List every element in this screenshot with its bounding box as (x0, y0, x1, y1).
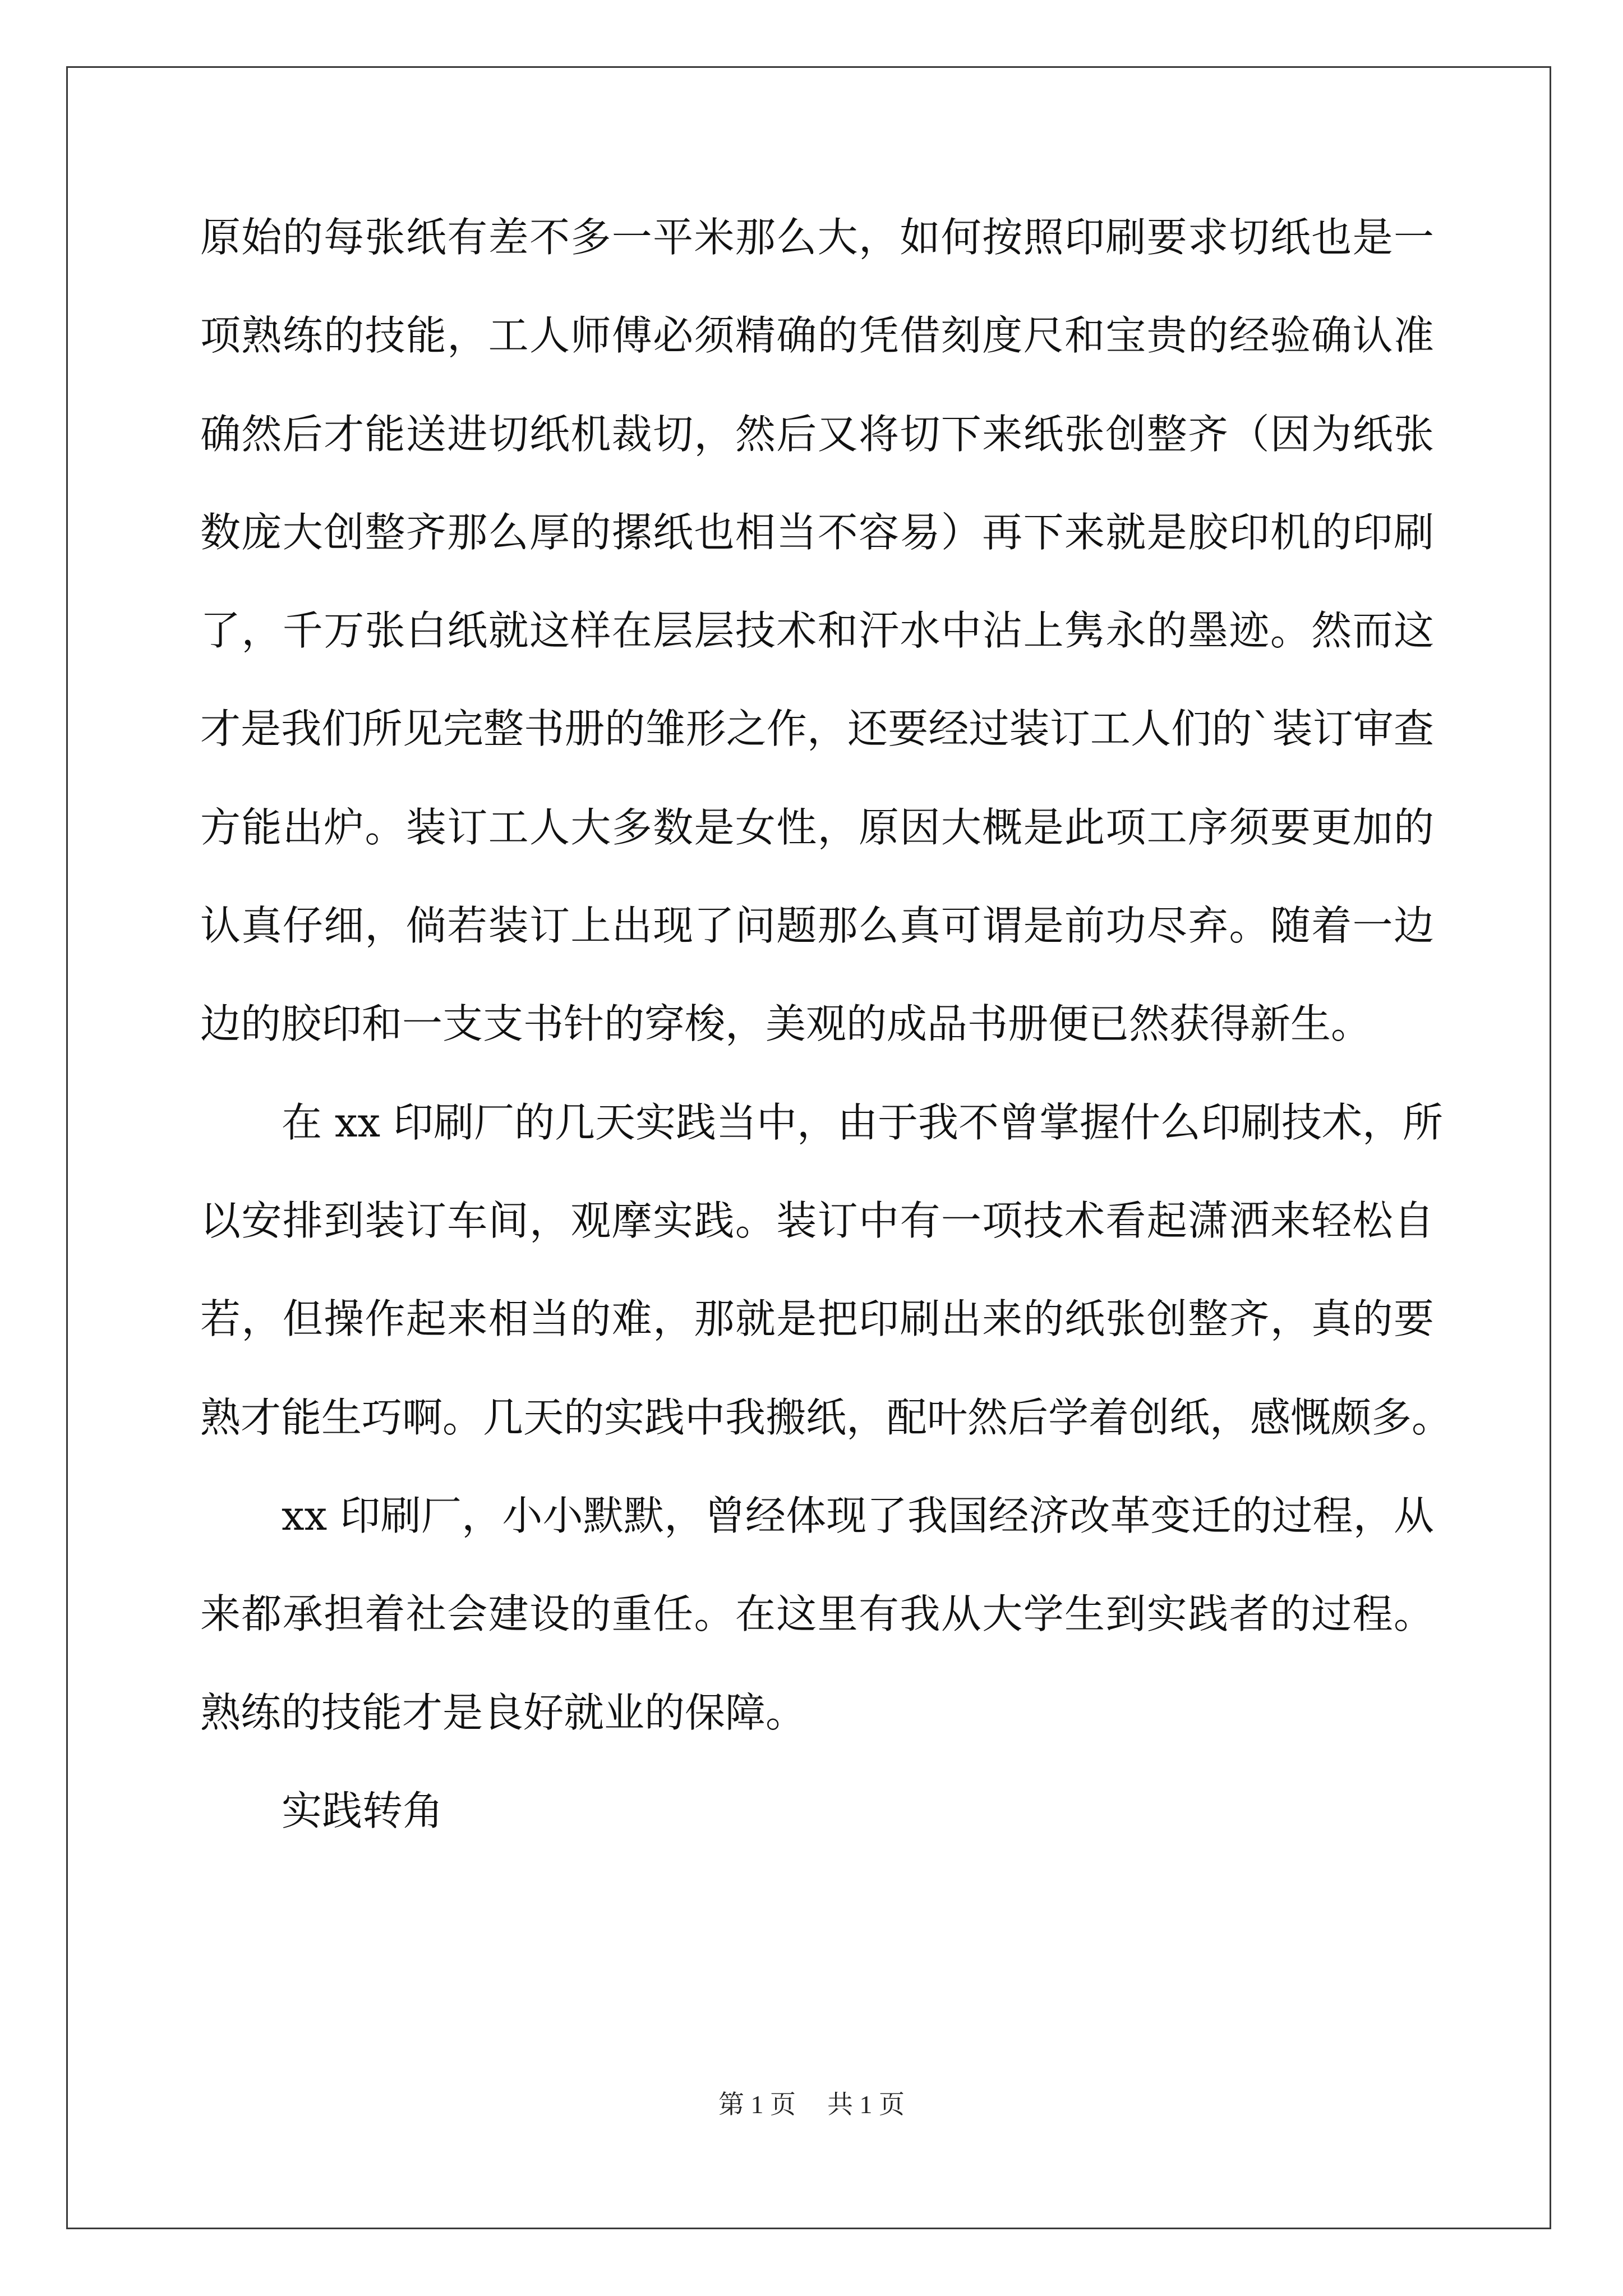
text-line: 项熟练的技能，工人师傅必须精确的凭借刻度尺和宝贵的经验确认准 (200, 312, 1434, 359)
text-line: 确然后才能送进切纸机裁切，然后又将切下来纸张创整齐（因为纸张 (200, 411, 1434, 458)
page-footer (0, 2084, 1623, 2121)
page-total: 共 1 页 (827, 2090, 905, 2119)
page-number: 第 1 页 (718, 2090, 796, 2119)
text-line: 熟练的技能才是良好就业的保障。 (200, 1689, 806, 1736)
text-line: 在 xx 印刷厂的几天实践当中，由于我不曾掌握什么印刷技术，所 (282, 1099, 1443, 1146)
text-line: 来都承担着社会建设的重任。在这里有我从大学生到实践者的过程。 (200, 1590, 1434, 1637)
text-line: 方能出炉。装订工人大多数是女性，原因大概是此项工序须要更加的 (200, 804, 1434, 851)
text-line: 熟才能生巧啊。几天的实践中我搬纸，配叶然后学着创纸，感慨颇多。 (200, 1394, 1453, 1441)
text-line: 原始的每张纸有差不多一平米那么大，如何按照印刷要求切纸也是一 (200, 214, 1434, 261)
text-line: 数庞大创整齐那么厚的摞纸也相当不容易）再下来就是胶印机的印刷 (200, 509, 1434, 556)
text-line: xx 印刷厂，小小默默，曾经体现了我国经济改革变迁的过程，从 (282, 1492, 1434, 1539)
text-line: 了，千万张白纸就这样在层层技术和汗水中沾上隽永的墨迹。然而这 (200, 607, 1434, 654)
text-line: 才是我们所见完整书册的雏形之作，还要经过装订工人们的`装订审查 (200, 705, 1434, 752)
text-line: 边的胶印和一支支书针的穿梭，美观的成品书册便已然获得新生。 (200, 1000, 1372, 1047)
page-border (66, 66, 1551, 2229)
text-line: 以安排到装订车间，观摩实践。装订中有一项技术看起潇洒来轻松自 (200, 1197, 1434, 1244)
text-line: 若，但操作起来相当的难，那就是把印刷出来的纸张创整齐，真的要 (200, 1295, 1434, 1342)
text-line: 认真仔细，倘若装订上出现了问题那么真可谓是前功尽弃。随着一边 (200, 902, 1434, 949)
section-heading: 实践转角 (282, 1787, 444, 1834)
